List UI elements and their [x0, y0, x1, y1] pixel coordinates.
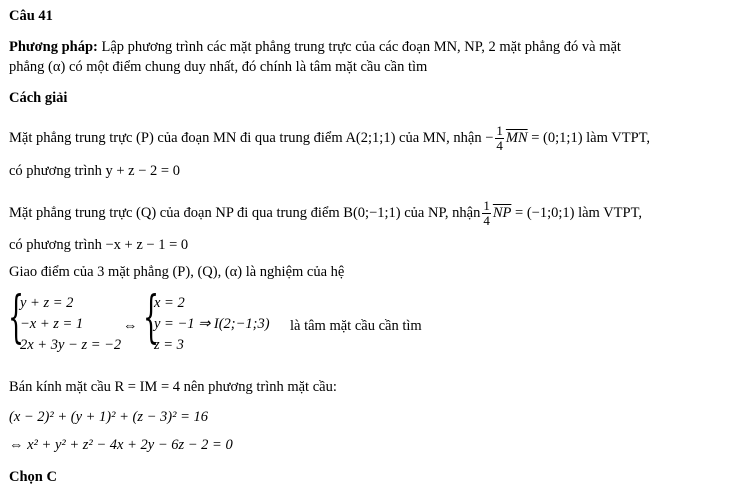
sphere-equation-expanded: ⇔ x² + y² + z² − 4x + 2y − 6z − 2 = 0	[9, 437, 233, 453]
p1-fraction	[495, 124, 504, 153]
p2-equation: có phương trình −x + z − 1 = 0	[9, 237, 189, 253]
system-right	[154, 293, 270, 356]
radius-text: Bán kính mặt cầu R = IM = 4 nên phương trình mặt cầu:	[9, 379, 337, 395]
p1-line	[9, 124, 650, 153]
p2-line	[9, 199, 642, 228]
p1-frac-den: 4	[496, 138, 503, 153]
method-line-1	[9, 38, 621, 56]
p1-vector: $\overline{MN}$	[505, 129, 528, 146]
method-text-1: Lập phương trình các mặt phẳng trung trực của các đoạn MN, NP, 2 mặt phẳng đó và mặt	[97, 39, 621, 55]
question-heading: Câu 41	[9, 8, 53, 24]
p2-post: = (−1;0;1) làm VTPT,	[511, 204, 642, 221]
sphere-equation: (x − 2)² + (y + 1)² + (z − 3)² = 16	[9, 409, 208, 425]
system-left-eq-1: y + z = 2	[20, 295, 74, 311]
center-text: là tâm mặt cầu cần tìm	[290, 318, 422, 334]
system-right-eq-3: z = 3	[154, 337, 184, 353]
intersection-text: Giao điểm của 3 mặt phẳng (P), (Q), (α) là nghiệm của hệ	[9, 264, 345, 280]
answer-label: Chọn C	[9, 469, 57, 485]
system-left-eq-2: −x + z = 1	[20, 316, 84, 332]
p1-post: = (0;1;1) làm VTPT,	[527, 129, 651, 146]
equivalence-symbol: ⇔	[123, 318, 138, 334]
solution-label: Cách giải	[9, 90, 68, 106]
system-right-eq-2: y = −1 ⇒ I(2;−1;3)	[154, 316, 270, 332]
p2-vector: $\overline{NP}$	[492, 204, 512, 221]
method-line-2: phẳng (α) có một điểm chung duy nhất, đó chính là tâm mặt cầu cần tìm	[9, 59, 428, 75]
p2-fraction	[482, 199, 491, 228]
system-right-eq-1: x = 2	[154, 295, 185, 311]
method-label: Phương pháp:	[9, 39, 98, 55]
p2-pre: Mặt phẳng trung trực (Q) của đoạn NP đi qua trung điểm B(0;−1;1) của NP, nhận	[9, 204, 481, 221]
p2-frac-num: 1	[483, 198, 490, 213]
system-left	[20, 293, 121, 356]
system-left-eq-3: 2x + 3y − z = −2	[20, 337, 122, 353]
p1-pre: Mặt phẳng trung trực (P) của đoạn MN đi qua trung điểm A(2;1;1) của MN, nhận −	[9, 129, 494, 146]
p1-equation: có phương trình y + z − 2 = 0	[9, 163, 180, 179]
right-brace: {	[143, 285, 160, 350]
p2-frac-den: 4	[483, 213, 490, 228]
left-brace: {	[8, 285, 25, 350]
p1-frac-num: 1	[496, 123, 503, 138]
